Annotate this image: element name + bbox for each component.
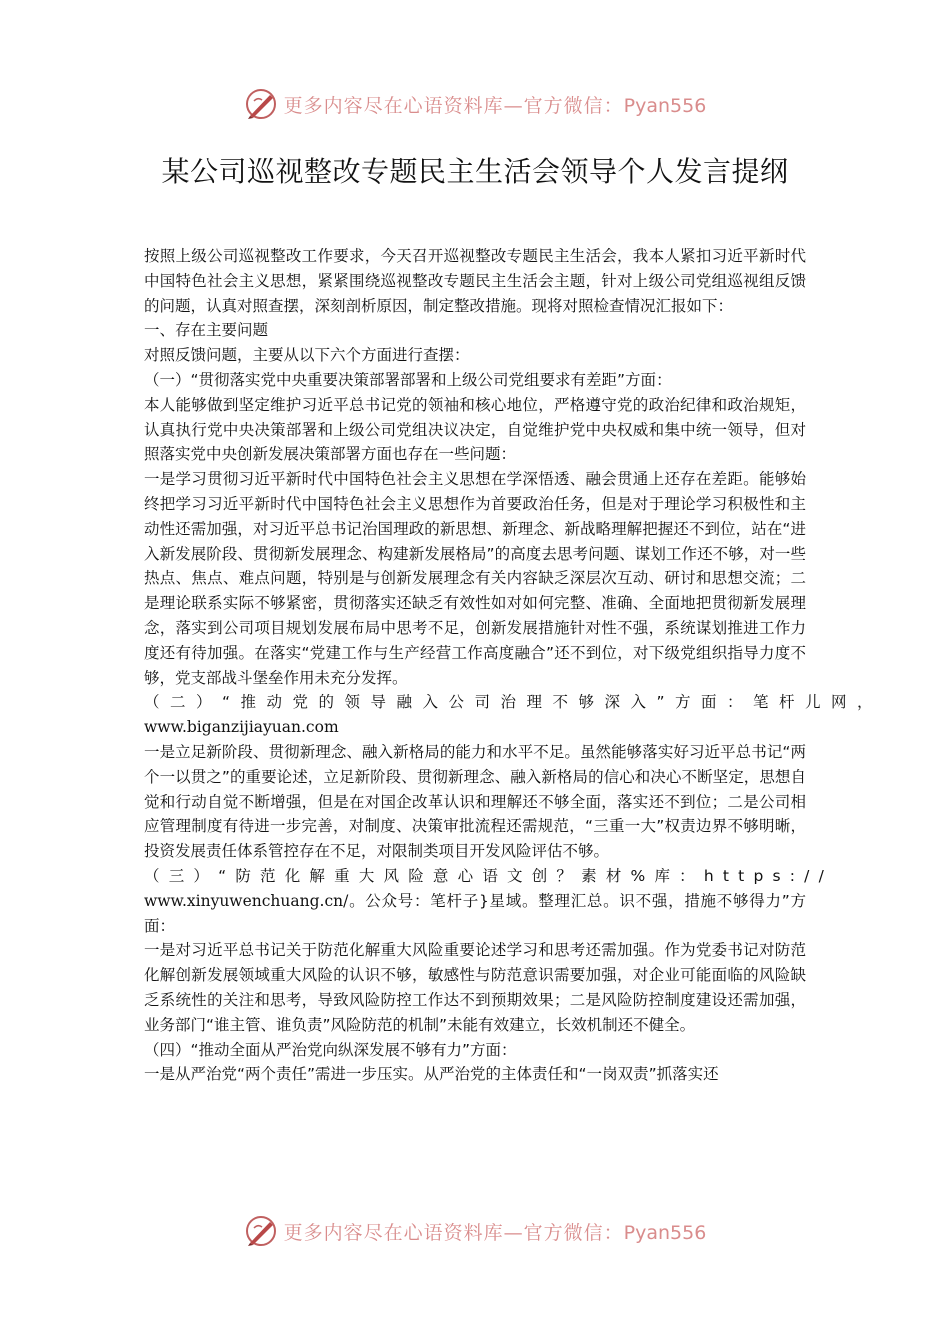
footer-banner xyxy=(0,1211,950,1251)
subsection-heading-1: （一）“贯彻落实党中央重要决策部署部署和上级公司党组要求有差距”方面： xyxy=(144,370,672,389)
pen-logo-icon xyxy=(244,1214,278,1248)
paragraph-lead: 对照反馈问题，主要从以下六个方面进行查摆： xyxy=(144,346,470,365)
paragraph-body: 一是立足新阶段、贯彻新理念、融入新格局的能力和水平不足。虽然能够落实好习近平总书记“两个一以贯之”的重要论述，立足新阶段、贯彻新理念、融入新格局的信心和决心不断坚定，思想自觉和行动自觉不断增强，但是在对国企改革认识和理解还不够全面，落实还不到位；二是公司相应管理制度有待进一步完善，对制度、决策审批流程还需规范，“三重一大”权责边界不够明晰，投资发展责任体系管控存在不足，对限制类项目开发风险评估不够。 xyxy=(144,742,806,861)
page-title: 某公司巡视整改专题民主生活会领导个人发言提纲 xyxy=(161,155,789,188)
paragraph-intro: 按照上级公司巡视整改工作要求，今天召开巡视整改专题民主生活会，我本人紧扣习近平新时代中国特色社会主义思想，紧紧围绕巡视整改专题民主生活会主题，针对上级公司党组巡视组反馈的问题，认真对照查摆，深刻剖析原因，制定整改措施。现将对照检查情况汇报如下： xyxy=(144,247,806,315)
pen-logo-icon xyxy=(244,87,278,121)
paragraph-body: 一是对习近平总书记关于防范化解重大风险重要论述学习和思考还需加强。作为党委书记对防范化解创新发展领域重大风险的认识不够，敏感性与防范意识需要加强，对企业可能面临的风险缺乏系统性的关注和思考，导致风险防控工作达不到预期效果；二是风险防控制度建设还需加强，业务部门“谁主管、谁负责”风险防范的机制”未能有效建立，长效机制还不健全。 xyxy=(144,941,806,1034)
section-heading: 一、存在主要问题 xyxy=(144,321,269,340)
subsection-heading-4: （四）“推动全面从严治党向纵深发展不够有力”方面： xyxy=(144,1040,517,1059)
subsection-heading-3: （三）“防范化解重大风险意心语文创？素材%库：https:// www.xinyuwenchuang.cn/。公众号：笔杆子}星域。整理汇总。识不强，措施不够得力”方面： xyxy=(144,866,834,935)
url-line: www.biganzijiayuan.com xyxy=(144,718,339,737)
document-body xyxy=(144,244,884,1087)
paragraph-body: 一是从严治党“两个责任”需进一步压实。从严治党的主体责任和“一岗双责”抓落实还 xyxy=(144,1065,719,1084)
paragraph-body: 本人能够做到坚定维护习近平总书记党的领袖和核心地位，严格遵守党的政治纪律和政治规矩，认真执行党中央决策部署和上级公司党组决议决定，自觉维护党中央权威和集中统一领导，但对照落实党中央创新发展决策部署方面也存在一些问题： xyxy=(144,395,806,464)
header-banner xyxy=(0,84,950,124)
paragraph-body: 一是学习贯彻习近平新时代中国特色社会主义思想在学深悟透、融会贯通上还存在差距。能够始终把学习习近平新时代中国特色社会主义思想作为首要政治任务，但是对于理论学习积极性和主动性还需加强，对习近平总书记治国理政的新思想、新理念、新战略理解把握还不到位，站在“进入新发展阶段、贯彻新发展理念、构建新发展格局”的高度去思考问题、谋划工作还不够，对一些热点、焦点、难点问题，特别是与创新发展理念有关内容缺乏深层次互动、研讨和思想交流；二是理论联系实际不够紧密，贯彻落实还缺乏有效性如对如何完整、准确、全面地把贯彻新发展理念，落实到公司项目规划发展布局中思考不足，创新发展措施针对性不强，系统谋划推进工作力度还有待加强。在落实“党建工作与生产经营工作高度融合”还不到位，对下级党组织指导力度不够，党支部战斗堡垒作用未充分发挥。 xyxy=(144,470,806,687)
banner-text: 更多内容尽在心语资料库—官方微信：Pyan556 xyxy=(283,1221,707,1244)
banner-text: 更多内容尽在心语资料库—官方微信：Pyan556 xyxy=(283,94,707,117)
subsection-heading-2: （二）“推动党的领导融入公司治理不够深入”方面：笔杆儿网， xyxy=(144,693,884,712)
